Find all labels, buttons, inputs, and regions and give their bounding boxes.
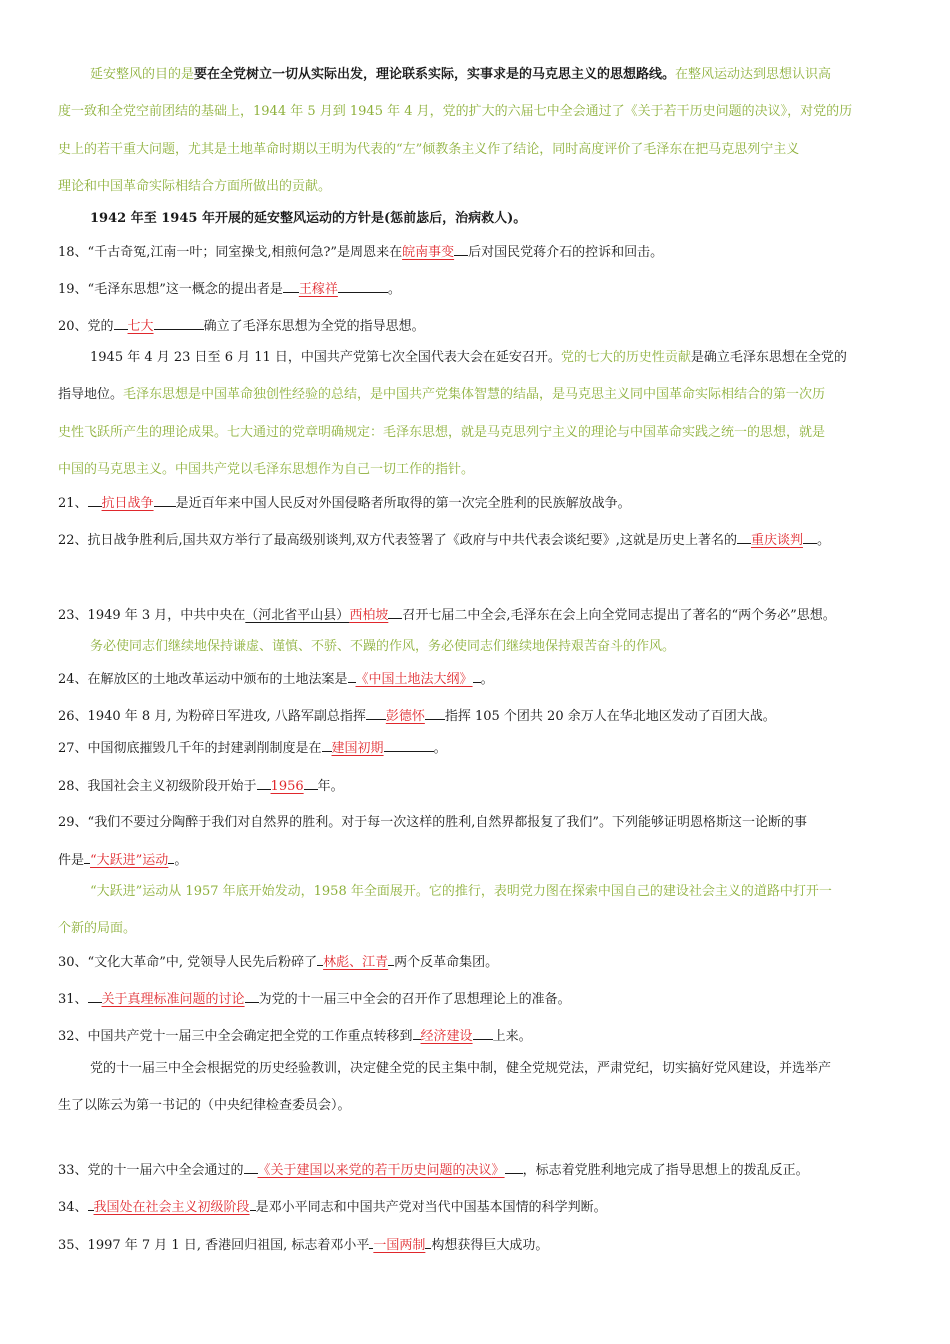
question-29-line-2: [58, 851, 898, 870]
question-text: 24、在解放区的土地改革运动中颁布的土地法案是: [58, 672, 348, 687]
question-text: 。: [433, 741, 447, 756]
question-text: 两个反革命集团。: [394, 955, 499, 970]
question-24: [58, 670, 898, 689]
question-text: 27、中国彻底摧毁几千年的封建剥削制度是在: [58, 741, 322, 756]
answer-blank: [304, 777, 318, 790]
answer-blank: [388, 606, 402, 619]
question-27: [58, 739, 898, 758]
answer-blank: [454, 243, 468, 256]
question-text: 是邓小平同志和中国共产党对当代中国基本国情的科学判断。: [255, 1200, 607, 1215]
question-text: 件是: [58, 853, 85, 868]
question-text: 。: [174, 853, 188, 868]
two-musts-paragraph: 务必使同志们继续地保持谦虚、谨慎、不骄、不躁的作风，务必使同志们继续地保持艰苦奋斗的作风。: [90, 639, 676, 654]
question-text: 32、中国共产党十一届三中全会确定把全党的工作重点转移到: [58, 1029, 413, 1044]
answer-blank: [413, 1027, 421, 1040]
question-text: 。: [480, 672, 494, 687]
question-35: [58, 1236, 898, 1255]
answer-19: 王稼祥: [298, 282, 338, 297]
question-30: [58, 953, 898, 972]
answer-blank: [338, 280, 388, 293]
answer-24: 《中国土地法大纲》: [355, 672, 473, 687]
question-text: 26、1940 年 8 月, 为粉碎日军进攻, 八路军副总指挥: [58, 709, 366, 724]
question-21: [58, 494, 898, 513]
qida-text: 是确立毛泽东思想在全党的: [690, 350, 847, 365]
question-text: 指挥 105 个团共 20 余万人在华北地区发动了百团大战。: [444, 709, 776, 724]
zhengfeng-principle: 1942 年至 1945 年开展的延安整风运动的方针是(惩前毖后，治病救人)。: [90, 211, 527, 226]
question-text: 23、1949 年 3 月，中共中央在: [58, 608, 246, 623]
question-text: 21、: [58, 496, 88, 511]
question-text: 28、我国社会主义初级阶段开始于: [58, 779, 257, 794]
question-text: 30、“文化大革命”中, 党领导人民先后粉碎了: [58, 955, 318, 970]
question-text: 确立了毛泽东思想为全党的指导思想。: [203, 319, 425, 334]
question-29-line-1: 29、“我们不要过分陶醉于我们对自然界的胜利。对于每一次这样的胜利,自然界都报复了我们”。下列能够证明恩格斯这一论断的事: [58, 815, 807, 830]
question-text: 33、党的十一届六中全会通过的: [58, 1163, 244, 1178]
answer-blank: [283, 280, 299, 293]
answer-21: 抗日战争: [101, 496, 154, 511]
answer-23: 西柏坡: [349, 608, 389, 623]
answer-blank: [473, 1027, 493, 1040]
question-text: 20、党的: [58, 319, 114, 334]
question-text: ，标志着党胜利地完成了指导思想上的拨乱反正。: [522, 1163, 809, 1178]
answer-blank: [803, 531, 817, 544]
question-text: 召开七届二中全会,毛泽东在会上向全党同志提出了著名的“两个务必”思想。: [402, 608, 836, 623]
answer-27: 建国初期: [331, 741, 384, 756]
answer-blank: [505, 1161, 523, 1174]
question-19: [58, 280, 898, 299]
zhengfeng-paragraph-line-1: [90, 66, 898, 84]
question-text: 34、: [58, 1200, 88, 1215]
answer-blank: [348, 670, 356, 683]
answer-30: 林彪、江青: [323, 955, 389, 970]
question-18: [58, 243, 898, 262]
zhengfeng-text: 在整风运动达到思想认识高: [675, 67, 832, 82]
question-text: 年。: [317, 779, 344, 794]
question-text: 是近百年来中国人民反对外国侵略者所取得的第一次完全胜利的民族解放战争。: [175, 496, 631, 511]
answer-blank: [114, 317, 128, 330]
question-23: [58, 606, 898, 625]
question-text: 18、“千古奇冤,江南一叶；同室操戈,相煎何急?”是周恩来在: [58, 245, 403, 260]
question-text: 为党的十一届三中全会的召开作了思想理论上的准备。: [258, 992, 571, 1007]
qida-text: 指导地位。: [58, 387, 124, 402]
zhengfeng-paragraph-line-2: 度一致和全党空前团结的基础上，1944 年 5 月到 1945 年 4 月，党的扩大的六届七中全会通过了《关于若干历史问题的决议》，对党的历: [58, 104, 853, 119]
zhengfeng-paragraph-line-4: 理论和中国革命实际相结合方面所做出的贡献。: [58, 179, 332, 194]
answer-31: 关于真理标准问题的讨论: [101, 992, 245, 1007]
qida-text: 1945 年 4 月 23 日至 6 月 11 日，中国共产党第七次全国代表大会在延安召开。: [90, 350, 561, 365]
answer-32: 经济建设: [420, 1029, 473, 1044]
qida-paragraph-line-2: [58, 386, 898, 404]
location-note: （河北省平山县）: [245, 608, 350, 623]
qida-text: 毛泽东思想是中国革命独创性经验的总结，是中国共产党集体智慧的结晶，是马克思主义同中国革命实际相结合的第一次历: [123, 387, 826, 402]
qida-paragraph-line-1: [90, 349, 898, 367]
question-text: 22、抗日战争胜利后,国共双方举行了最高级别谈判,双方代表签署了《政府与中共代表会谈纪要》,这就是历史上著名的: [58, 533, 737, 548]
answer-blank: [257, 777, 271, 790]
answer-blank: [154, 317, 204, 330]
dayuejin-paragraph-line-1: “大跃进”运动从 1957 年底开始发动，1958 年全面展开。它的推行，表明党力图在探索中国自己的建设社会主义的道路中打开一: [90, 884, 832, 899]
answer-22: 重庆谈判: [750, 533, 803, 548]
answer-blank: [366, 707, 386, 720]
question-33: [58, 1161, 898, 1180]
answer-blank: [473, 670, 481, 683]
question-31: [58, 990, 898, 1009]
question-text: 。: [816, 533, 830, 548]
answer-29: “大跃进”运动: [90, 853, 169, 868]
question-20: [58, 317, 898, 336]
jiwei-paragraph-line-2: 生了以陈云为第一书记的（中央纪律检查委员会）。: [58, 1098, 351, 1113]
question-26: [58, 707, 898, 726]
answer-18: 皖南事变: [402, 245, 455, 260]
answer-blank: [384, 739, 434, 752]
zhengfeng-paragraph-line-3: 史上的若干重大问题，尤其是土地革命时期以王明为代表的“左”倾教条主义作了结论，同时高度评价了毛泽东在把马克思列宁主义: [58, 142, 800, 157]
answer-28: 1956: [270, 779, 304, 794]
question-text: 35、1997 年 7 月 1 日, 香港回归祖国, 标志着邓小平: [58, 1238, 370, 1253]
dayuejin-paragraph-line-2: 个新的局面。: [58, 921, 137, 936]
question-text: 19、“毛泽东思想”这一概念的提出者是: [58, 282, 283, 297]
question-text: 上来。: [492, 1029, 532, 1044]
zhengfeng-purpose: 要在全党树立一切从实际出发，理论联系实际，实事求是的马克思主义的思想路线。: [194, 67, 676, 82]
question-34: [58, 1198, 898, 1217]
qida-paragraph-line-4: 中国的马克思主义。中国共产党以毛泽东思想作为自己一切工作的指针。: [58, 462, 475, 477]
answer-33: 《关于建国以来党的若干历史问题的决议》: [257, 1163, 505, 1178]
answer-20: 七大: [127, 319, 154, 334]
answer-34: 我国处在社会主义初级阶段: [93, 1200, 250, 1215]
question-22: [58, 531, 898, 550]
answer-blank: [244, 1161, 258, 1174]
question-text: 。: [387, 282, 401, 297]
question-32: [58, 1027, 898, 1046]
answer-blank: [322, 739, 332, 752]
question-text: 后对国民党蒋介石的控诉和回击。: [468, 245, 664, 260]
question-text: 31、: [58, 992, 88, 1007]
answer-blank: [737, 531, 751, 544]
answer-blank: [425, 707, 445, 720]
answer-blank: [88, 990, 102, 1003]
zhengfeng-intro: 延安整风的目的是: [90, 67, 195, 82]
answer-blank: [245, 990, 259, 1003]
question-28: [58, 777, 898, 796]
answer-blank: [88, 494, 102, 507]
question-text: 构想获得巨大成功。: [431, 1238, 549, 1253]
qida-paragraph-line-3: 史性飞跃所产生的理论成果。七大通过的党章明确规定：毛泽东思想，就是马克思列宁主义的理论与中国革命实践之统一的思想，就是: [58, 425, 826, 440]
answer-35: 一国两制: [373, 1238, 426, 1253]
jiwei-paragraph-line-1: 党的十一届三中全会根据党的历史经验教训，决定健全党的民主集中制，健全党规党法，严肃党纪，切实搞好党风建设，并选举产: [90, 1061, 832, 1076]
qida-text: 党的七大的历史性贡献: [560, 350, 691, 365]
answer-blank: [154, 494, 176, 507]
answer-26: 彭德怀: [385, 709, 425, 724]
